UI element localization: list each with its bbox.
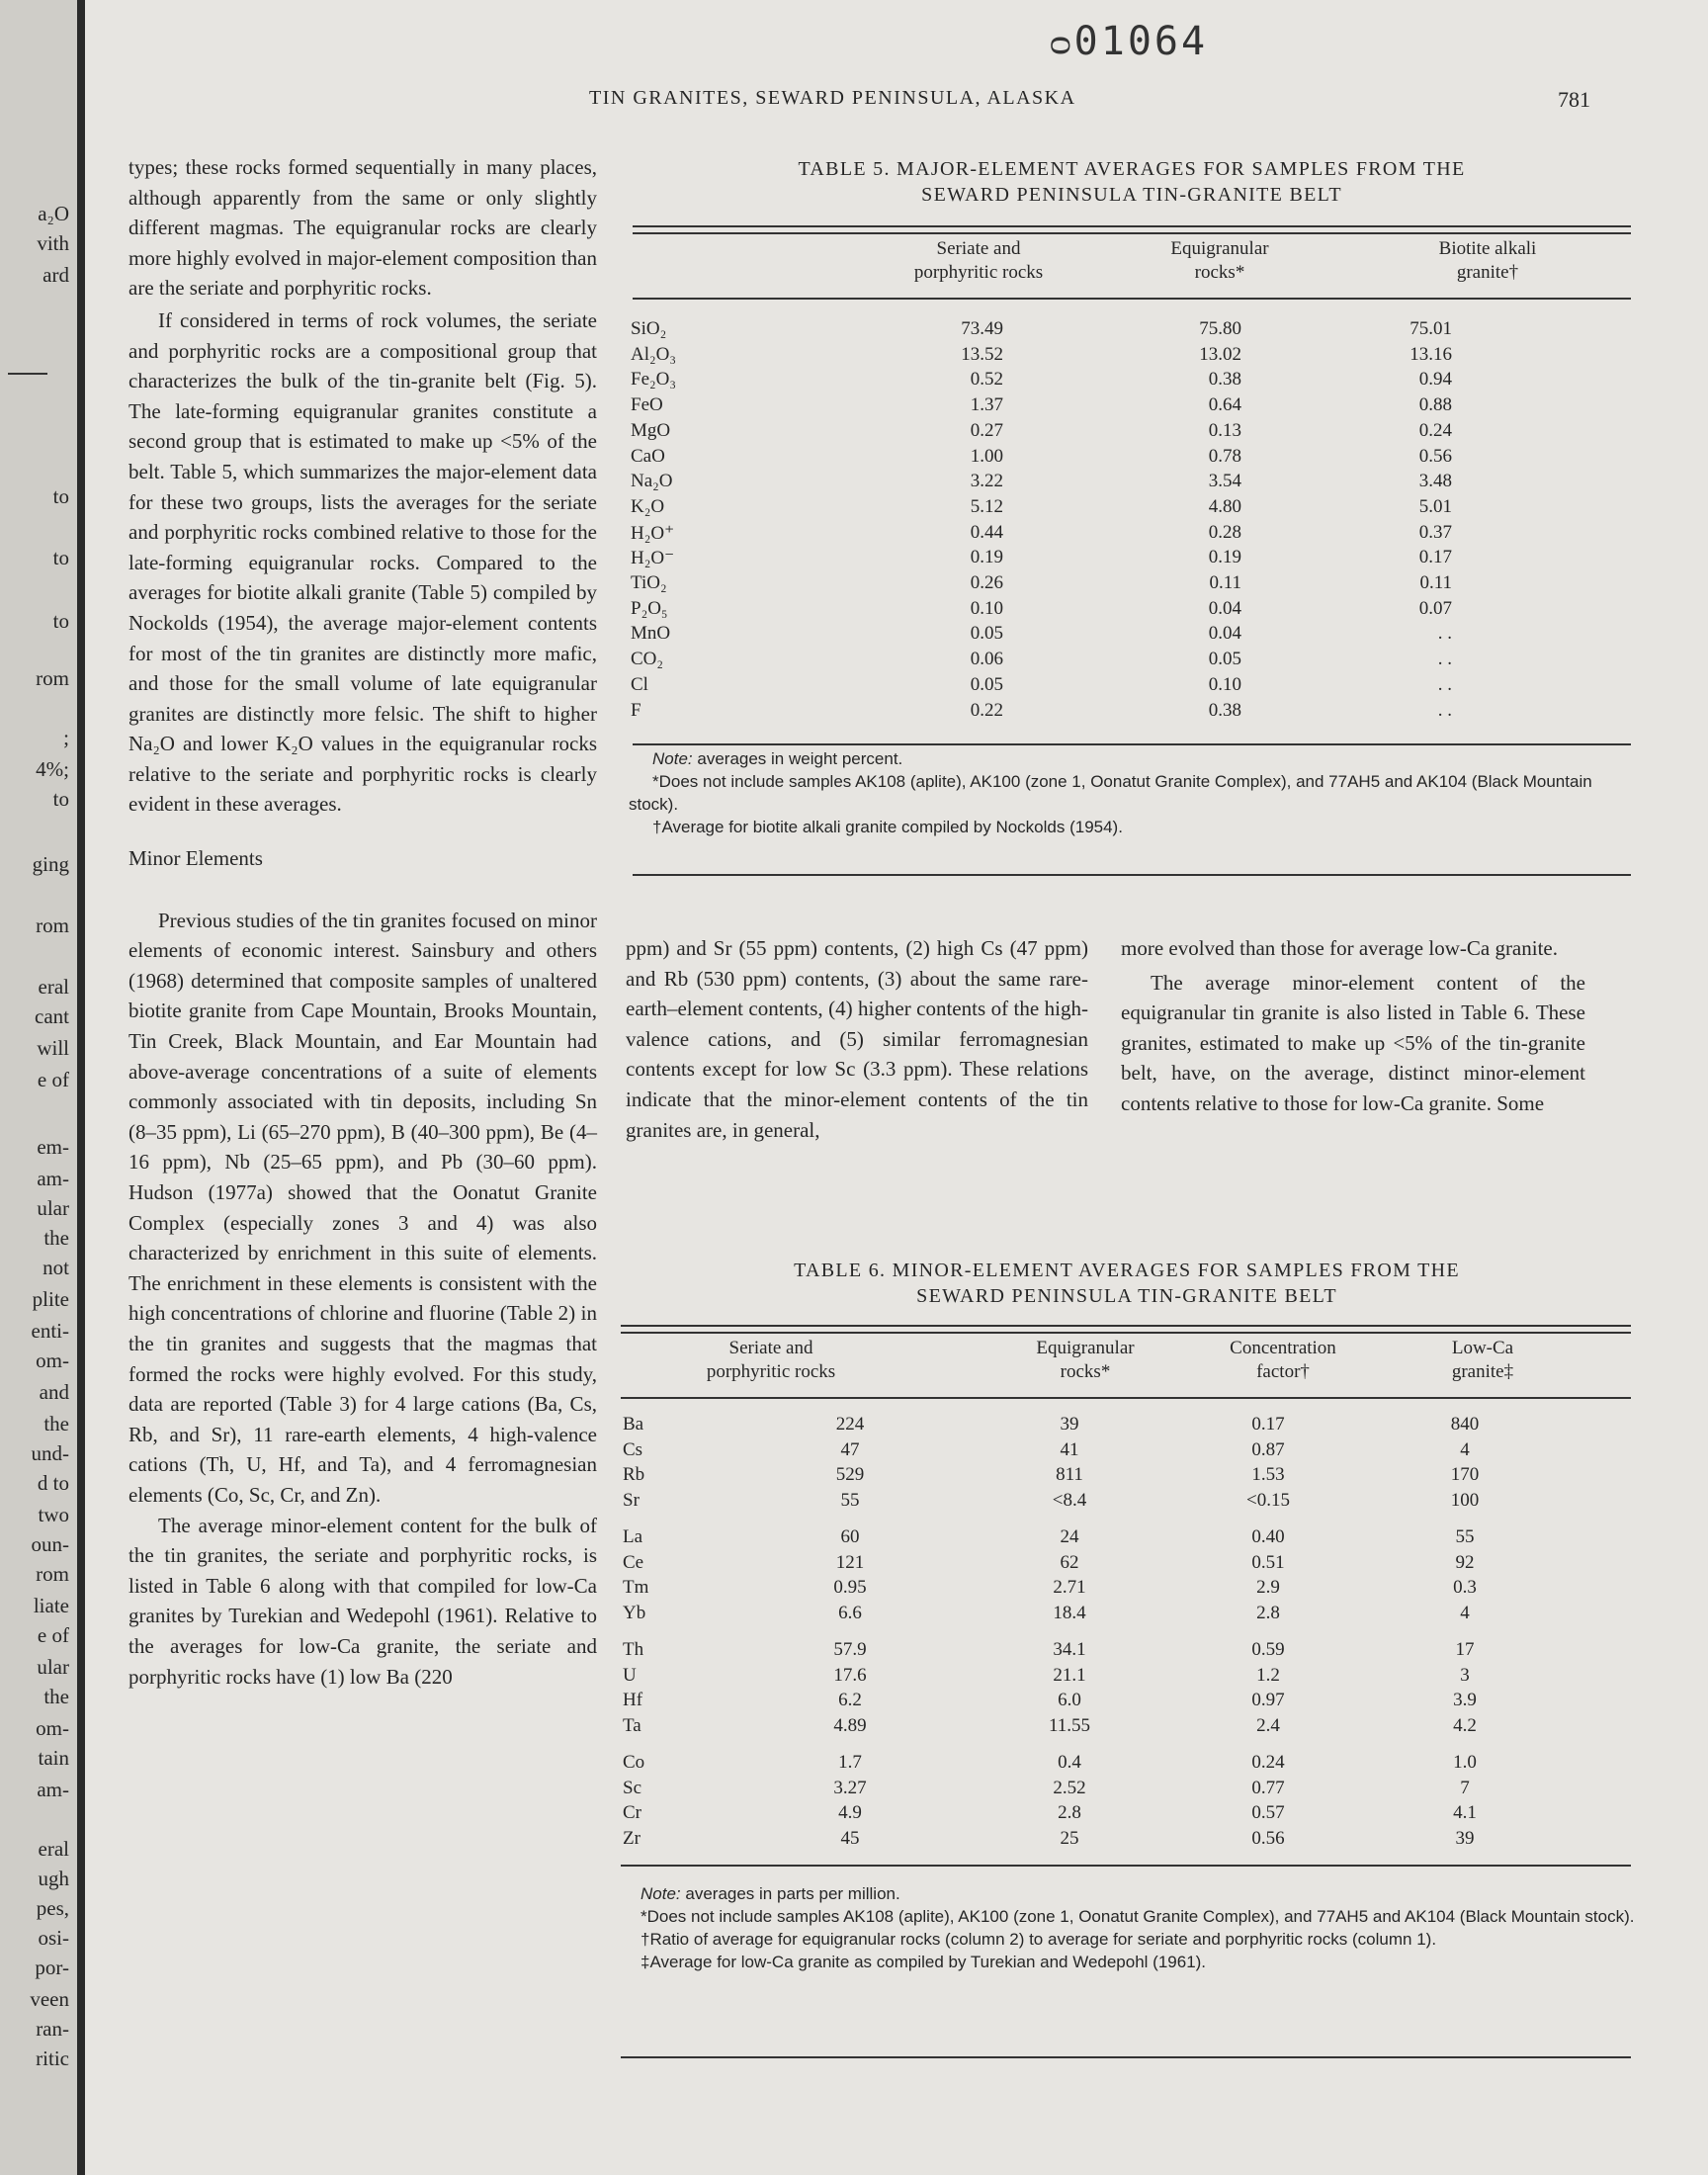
table6-cell: 3 — [1460, 1664, 1470, 1686]
table5-cell: 0.11 — [1209, 572, 1241, 593]
table6-cell: 0.3 — [1453, 1577, 1477, 1598]
table6-title-line: SEWARD PENINSULA TIN-GRANITE BELT — [916, 1285, 1337, 1307]
table6-cell: 1.0 — [1453, 1752, 1477, 1773]
previous-page-margin — [0, 0, 77, 2175]
table6-cell: 6.6 — [838, 1602, 862, 1623]
table6-cell: 60 — [840, 1526, 860, 1547]
margin-fragment: rom — [36, 666, 69, 690]
right-column — [1121, 933, 1585, 1119]
table5-cell: 0.88 — [1418, 394, 1452, 416]
margin-fragment: the — [43, 1226, 69, 1250]
margin-fragment: osi- — [38, 1926, 69, 1950]
table6-row-label: Co — [623, 1752, 645, 1773]
table6-row-label: Ba — [623, 1414, 644, 1435]
column-header-line: Equigranular — [1036, 1338, 1135, 1358]
note-text: averages in weight percent. — [697, 749, 903, 768]
column-header-line: porphyritic rocks — [706, 1361, 836, 1382]
table5-bottom-rule — [633, 743, 1631, 745]
table5-cell: 0.22 — [970, 699, 1003, 721]
table6-row-label: Cs — [623, 1438, 643, 1460]
margin-fragment: veen — [30, 1987, 69, 2011]
middle-column — [626, 933, 1088, 1145]
paragraph: more evolved than those for average low-Ca granite. — [1121, 936, 1558, 960]
table6-cell: 7 — [1460, 1777, 1470, 1798]
paragraph: types; these rocks formed sequentially in many places, although apparently from the same or only slightly different magmas. The equigranular rocks are clearly more highly evolved in major-element composition than are the seriate and porphyritic rocks. — [128, 155, 597, 301]
table5-row-label: H₂O⁺ — [631, 522, 675, 544]
margin-fragment: em- — [37, 1135, 69, 1159]
table6-cell: 0.51 — [1251, 1551, 1285, 1573]
table6-cell: 4.2 — [1453, 1714, 1477, 1736]
footnote: †Ratio of average for equigranular rocks (column 2) to average for seriate and porphyritic rocks (column 1). — [640, 1930, 1437, 1949]
table6-bottom-rule — [621, 1865, 1631, 1867]
table5-cell: 0.37 — [1418, 521, 1452, 543]
table5-cell: 0.13 — [1208, 419, 1241, 441]
column-header-line: porphyritic rocks — [913, 262, 1044, 283]
table5-header-rule — [633, 298, 1631, 300]
table5-cell: 73.49 — [961, 318, 1003, 339]
table6-cell: 2.9 — [1256, 1577, 1280, 1598]
table6-cell: 0.77 — [1251, 1777, 1285, 1798]
table6-cell: 45 — [840, 1827, 860, 1849]
running-header: TIN GRANITES, SEWARD PENINSULA, ALASKA — [589, 87, 1076, 109]
margin-fragment: d to — [37, 1471, 69, 1495]
margin-fragment: tain — [38, 1746, 69, 1770]
table6-cell: 6.2 — [838, 1690, 862, 1710]
table6-cell: 170 — [1450, 1464, 1480, 1485]
table5-cell: 75.01 — [1409, 318, 1452, 339]
margin-fragment: the — [43, 1685, 69, 1708]
margin-fragment: enti- — [31, 1319, 69, 1343]
table5-end-rule — [633, 874, 1631, 876]
margin-fragment: to — [52, 609, 69, 633]
table5-cell: 3.54 — [1208, 471, 1241, 492]
margin-fragment: to — [52, 484, 69, 508]
table5-cell: 1.00 — [970, 445, 1003, 467]
table6-row-label: Cr — [623, 1802, 641, 1823]
margin-fragment: und- — [31, 1441, 69, 1465]
table6-row-label: Zr — [623, 1827, 640, 1849]
table5-cell: 0.38 — [1208, 699, 1241, 721]
margin-fragment: vith — [37, 231, 69, 255]
column-header-line: Seriate and — [728, 1338, 813, 1358]
table6-cell: 18.4 — [1053, 1602, 1086, 1623]
paragraph: ppm) and Sr (55 ppm) contents, (2) high Cs (47 ppm) and Rb (530 ppm) contents, (3) about the same rare-earth–element contents, (4) higher contents of the high-valence cations, and (5) similar ferromagnesian contents except for low Sc (3.3 ppm). These relations indicate that the minor-element contents of the tin granites are, in general, — [626, 936, 1088, 1142]
table5-cell: 0.04 — [1208, 623, 1241, 645]
paragraph: If considered in terms of rock volumes, the seriate and porphyritic rocks are a compositional group that characterizes the bulk of the tin-granite belt (Fig. 5). The late-forming equigranular granites constitute a second group that is estimated to make up <5% of the belt. Table 5, which summarizes the major-element data for these two groups, lists the averages for the seriate and porphyritic rocks combined relative to those for the late-forming equigranular rocks. Compared to the averages for biotite alkali granite (Table 5) compiled by Nockolds (1954), the average major-element contents for most of the tin granites are distinctly more mafic, and those for the small volume of late equigranular granites are distinctly more felsic. The shift to higher Na₂O and lower K₂O values in the equigranular rocks relative to the seriate and porphyritic rocks is clearly evident in these averages. — [128, 307, 597, 817]
margin-fragment: e of — [37, 1623, 69, 1647]
table6-cell: 1.2 — [1256, 1664, 1280, 1686]
table5-column-header — [860, 237, 1097, 285]
margin-fragment: ular — [37, 1196, 69, 1220]
table6-cell: 6.0 — [1058, 1690, 1081, 1710]
table6-cell: 62 — [1060, 1551, 1079, 1573]
table6-row-label: Yb — [623, 1602, 646, 1623]
table6-column-header — [652, 1337, 890, 1384]
footnote: †Average for biotite alkali granite compiled by Nockolds (1954). — [652, 818, 1123, 836]
footnote: *Does not include samples AK108 (aplite), AK100 (zone 1, Oonatut Granite Complex), and 77AH5 and AK104 (Black Mountain stock). — [640, 1907, 1635, 1926]
table5-cell: 0.05 — [970, 623, 1003, 645]
table6-row-label: Rb — [623, 1464, 645, 1485]
table5-cell: 0.94 — [1418, 369, 1452, 391]
table6-row-label: La — [623, 1526, 643, 1547]
table6-cell: 0.57 — [1251, 1802, 1285, 1823]
table5-cell: 13.52 — [961, 343, 1003, 365]
table5-cell: 1.37 — [970, 394, 1003, 416]
table6-cell: 55 — [840, 1489, 860, 1511]
table6-cell: 4.1 — [1453, 1802, 1477, 1823]
margin-fragment: the — [43, 1412, 69, 1436]
table5-cell: 0.11 — [1419, 572, 1452, 593]
margin-fragment: ugh — [38, 1867, 69, 1890]
table5-cell: 0.10 — [1208, 673, 1241, 695]
table6-cell: 0.59 — [1251, 1639, 1285, 1660]
table6-cell: 39 — [1060, 1414, 1079, 1435]
table6-row-label: Ce — [623, 1551, 644, 1573]
table5-cell: 3.22 — [970, 471, 1003, 492]
table6-column-header — [1364, 1337, 1601, 1384]
table6-cell: 4.89 — [833, 1714, 867, 1736]
table6-cell: 0.95 — [833, 1577, 867, 1598]
table6-cell: 17 — [1455, 1639, 1475, 1660]
margin-fragment: and — [39, 1380, 69, 1404]
margin-fragment: cant — [35, 1004, 69, 1028]
table5-row-label: Cl — [631, 673, 648, 695]
table6-cell: 24 — [1060, 1526, 1079, 1547]
note-text: averages in parts per million. — [685, 1884, 900, 1903]
table5-row-label: K₂O — [631, 495, 665, 517]
note-label: Note: — [652, 749, 693, 768]
table6-cell: 25 — [1060, 1827, 1079, 1849]
table6-cell: 17.6 — [833, 1664, 867, 1686]
table6-cell: 0.87 — [1251, 1438, 1285, 1460]
margin-fragment: e of — [37, 1068, 69, 1091]
table5-cell: 0.52 — [970, 369, 1003, 391]
margin-fragment: liate — [33, 1594, 69, 1617]
table6-end-rule — [621, 2056, 1631, 2058]
column-header-line: Biotite alkali — [1438, 238, 1537, 259]
table6-cell: 2.8 — [1058, 1802, 1081, 1823]
table6-cell: 47 — [840, 1438, 860, 1460]
table6-cell: 4.9 — [838, 1802, 862, 1823]
column-header-line: Low-Ca — [1451, 1338, 1514, 1358]
table5-cell: 0.26 — [970, 572, 1003, 593]
table5-cell: 4.80 — [1208, 495, 1241, 517]
margin-fragment: om- — [36, 1348, 69, 1372]
table5-cell: 0.64 — [1208, 394, 1241, 416]
table6-cell: 100 — [1450, 1489, 1480, 1511]
table5-top-rule — [633, 225, 1631, 234]
paragraph: The average minor-element content of the equigranular tin granite is also listed in Table 6. These granites, estimated to make up <5% of the tin-granite belt, have, on the average, distinct minor-element contents relative to those for low-Ca granite. Some — [1121, 970, 1585, 1115]
table5-row-label: MgO — [631, 419, 671, 441]
table5-cell: 0.05 — [970, 673, 1003, 695]
margin-fragment: ritic — [36, 2046, 69, 2070]
footnote: ‡Average for low-Ca granite as compiled by Turekian and Wedepohl (1961). — [640, 1953, 1207, 1971]
table5-cell: . . — [1437, 649, 1452, 670]
table5-cell: 5.12 — [970, 495, 1003, 517]
table6-cell: 2.8 — [1256, 1602, 1280, 1623]
paragraph: The average minor-element content for the bulk of the tin granites, the seriate and porphyritic rocks, is listed in Table 6 along with that compiled for low-Ca granites by Turekian and Wedepohl (1961). Relative to the averages for low-Ca granite, the seriate and porphyritic rocks have (1) low Ba (220 — [128, 1513, 597, 1689]
table6-top-rule — [621, 1325, 1631, 1334]
column-header-line: factor† — [1256, 1361, 1310, 1382]
table5-row-label: F — [631, 699, 641, 721]
page-binding — [77, 0, 85, 2175]
column-header-line: Concentration — [1230, 1338, 1336, 1358]
table6-notes — [617, 1882, 1635, 1973]
table5-column-header — [1101, 237, 1338, 285]
table5-cell: 75.80 — [1199, 318, 1241, 339]
table6-cell: 0.97 — [1251, 1690, 1285, 1710]
margin-fragment: two — [38, 1503, 69, 1526]
margin-fragment: por- — [35, 1956, 69, 1979]
table5-cell: 0.27 — [970, 419, 1003, 441]
table6-cell: 4 — [1460, 1602, 1470, 1623]
table5-row-label: SiO₂ — [631, 318, 667, 339]
table6-cell: 34.1 — [1053, 1639, 1086, 1660]
table5-cell: 0.06 — [970, 649, 1003, 670]
table5-cell: 3.48 — [1418, 471, 1452, 492]
table5-cell: 0.04 — [1208, 597, 1241, 619]
archive-stamp: ᴑ01064 — [1050, 19, 1209, 64]
table6-row-label: Sc — [623, 1777, 641, 1798]
table6-cell: 3.9 — [1453, 1690, 1477, 1710]
table6-row-label: Sr — [623, 1489, 640, 1511]
table6-cell: 0.24 — [1251, 1752, 1285, 1773]
table5-cell: 5.01 — [1418, 495, 1452, 517]
table6-row-label: Tm — [623, 1577, 649, 1598]
table5-cell: 0.19 — [1208, 547, 1241, 568]
table5-row-label: FeO — [631, 394, 663, 416]
table6-cell: 1.53 — [1251, 1464, 1285, 1485]
column-header-line: granite† — [1456, 262, 1519, 283]
table6-title-line: TABLE 6. MINOR-ELEMENT AVERAGES FOR SAMPLES FROM THE — [794, 1260, 1460, 1281]
table6-cell: 529 — [835, 1464, 865, 1485]
table6-header-rule — [621, 1397, 1631, 1399]
margin-fragment: will — [37, 1036, 69, 1060]
table5-row-label: P₂O₅ — [631, 597, 668, 619]
left-column — [128, 152, 597, 1692]
margin-rule — [8, 373, 47, 375]
table5-cell: 0.17 — [1418, 547, 1452, 568]
table5-cell: 0.10 — [970, 597, 1003, 619]
table5-row-label: MnO — [631, 623, 671, 645]
margin-fragment: eral — [38, 1837, 69, 1861]
table5-cell: 13.16 — [1409, 343, 1452, 365]
footnote: *Does not include samples AK108 (aplite), AK100 (zone 1, Oonatut Granite Complex), and 77AH5 and AK104 (Black Mountain stock). — [629, 772, 1592, 814]
margin-fragment: ran- — [36, 2017, 69, 2041]
table5-cell: 0.05 — [1208, 649, 1241, 670]
note-label: Note: — [640, 1884, 681, 1903]
margin-fragment: eral — [38, 975, 69, 999]
margin-fragment: om- — [36, 1716, 69, 1740]
table6-cell: 2.4 — [1256, 1714, 1280, 1736]
table5-row-label: TiO₂ — [631, 572, 667, 593]
table5-cell: 0.28 — [1208, 521, 1241, 543]
paragraph: Previous studies of the tin granites focused on minor elements of economic interest. Sainsbury and others (1968) determined that composite samples of unaltered biotite granite from Cape Mountain, Brooks Mountain, Tin Creek, Black Mountain, and Ear Mountain had above-average concentrations of a suite of elements commonly associated with tin deposits, including Sn (8–35 ppm), Li (65–270 ppm), B (40–300 ppm), Be (4–16 ppm), Nb (25–65 ppm), and Pb (30–60 ppm). Hudson (1977a) showed that the Oonatut Granite Complex (especially zones 3 and 4) was also characterized by enrichment in this suite of elements. The enrichment in these elements is consistent with the high concentrations of chlorine and fluorine (Table 2) in the tin granites and suggests that the magmas that formed the rocks were highly evolved. For this study, data are reported (Table 3) for 4 large cations (Ba, Cs, Rb, and Sr), 11 rare-earth elements, 4 high-valence cations (Th, U, Hf, and Ta), and 4 ferromagnesian elements (Co, Sc, Cr, and Zn). — [128, 908, 597, 1507]
table5-cell: . . — [1437, 673, 1452, 695]
table5-row-label: H₂O⁻ — [631, 548, 675, 569]
table6-cell: 4 — [1460, 1438, 1470, 1460]
column-header-line: granite‡ — [1451, 1361, 1514, 1382]
table6-cell: 55 — [1455, 1526, 1475, 1547]
table5-cell: 0.24 — [1418, 419, 1452, 441]
column-header-line: rocks* — [1194, 262, 1245, 283]
table6-cell: 1.7 — [838, 1752, 862, 1773]
margin-fragment: ular — [37, 1655, 69, 1679]
column-header-line: Equigranular — [1170, 238, 1269, 259]
table5-cell: 0.07 — [1418, 597, 1452, 619]
table5-notes — [629, 747, 1627, 838]
table6-cell: 840 — [1450, 1414, 1480, 1435]
margin-fragment: am- — [37, 1167, 69, 1190]
table6-cell: <8.4 — [1052, 1489, 1087, 1511]
table6-cell: 21.1 — [1053, 1664, 1086, 1686]
table6-cell: <0.15 — [1246, 1489, 1290, 1511]
margin-fragment: not — [43, 1256, 69, 1279]
table6-cell: 0.40 — [1251, 1526, 1285, 1547]
margin-fragment: ard — [43, 263, 69, 287]
table5-row-label: Al₂O₃ — [631, 343, 676, 365]
table6-cell: 11.55 — [1048, 1714, 1091, 1736]
margin-fragment: to — [52, 546, 69, 569]
table5-cell: 0.78 — [1208, 445, 1241, 467]
table5-cell: . . — [1437, 623, 1452, 645]
table6-cell: 0.17 — [1251, 1414, 1285, 1435]
margin-fragment: am- — [37, 1778, 69, 1801]
table6-cell: 41 — [1060, 1438, 1079, 1460]
table6-row-label: Ta — [623, 1714, 641, 1736]
margin-fragment: rom — [36, 1562, 69, 1586]
margin-fragment: plite — [32, 1287, 69, 1311]
page-number: 781 — [1558, 87, 1590, 112]
table6-row-label: Hf — [623, 1690, 643, 1710]
table6-row-label: U — [623, 1664, 637, 1686]
table5-cell: 0.44 — [970, 521, 1003, 543]
table6-cell: 57.9 — [833, 1639, 867, 1660]
table5-row-label: CaO — [631, 445, 665, 467]
table5-cell: 13.02 — [1199, 343, 1241, 365]
table5-cell: 0.19 — [970, 547, 1003, 568]
table6-cell: 0.4 — [1058, 1752, 1081, 1773]
table6-row-label: Th — [623, 1639, 644, 1660]
table5-title — [633, 156, 1631, 208]
margin-fragment: oun- — [31, 1532, 69, 1556]
margin-fragment: ; — [63, 726, 69, 749]
column-header-line: Seriate and — [936, 238, 1021, 259]
table6-cell: 0.56 — [1251, 1827, 1285, 1849]
table6-cell: 2.71 — [1053, 1577, 1086, 1598]
table6-cell: 3.27 — [833, 1777, 867, 1798]
table6-cell: 121 — [835, 1551, 865, 1573]
table6-cell: 224 — [835, 1414, 865, 1435]
table5-title-line: SEWARD PENINSULA TIN-GRANITE BELT — [921, 184, 1342, 206]
table5-row-label: CO₂ — [631, 649, 664, 670]
table5-cell: 0.56 — [1418, 445, 1452, 467]
table5-title-line: TABLE 5. MAJOR-ELEMENT AVERAGES FOR SAMPLES FROM THE — [798, 158, 1466, 180]
margin-fragment: ging — [32, 852, 69, 876]
table6-cell: 92 — [1455, 1551, 1475, 1573]
table5-cell: 0.38 — [1208, 369, 1241, 391]
column-header-line: rocks* — [1060, 1361, 1111, 1382]
margin-fragment: a₂O — [38, 202, 69, 225]
table5-cell: . . — [1437, 699, 1452, 721]
margin-fragment: pes, — [36, 1896, 69, 1920]
margin-fragment: to — [52, 787, 69, 811]
table6-title — [623, 1258, 1631, 1309]
margin-fragment: rom — [36, 914, 69, 937]
table6-cell: 39 — [1455, 1827, 1475, 1849]
margin-fragment: 4%; — [36, 757, 69, 781]
section-heading: Minor Elements — [128, 846, 263, 871]
table6-cell: 2.52 — [1053, 1777, 1086, 1798]
table5-row-label: Fe₂O₃ — [631, 369, 676, 391]
table5-column-header — [1369, 237, 1606, 285]
table5-row-label: Na₂O — [631, 471, 673, 492]
table6-cell: 811 — [1056, 1464, 1083, 1485]
